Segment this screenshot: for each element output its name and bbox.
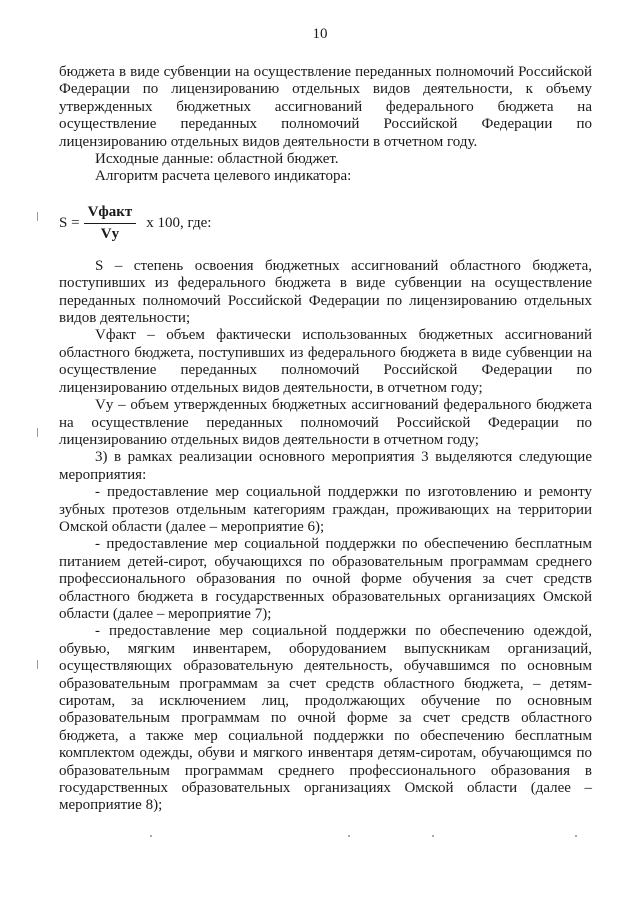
definition-vu: Vу – объем утвержденных бюджетных ассигнований федерального бюджета на осуществление переданных полномочий Российской Федерации по лицензированию отдельных видов деятельности в отчетном году; — [59, 397, 592, 448]
formula-rhs: х 100, где: — [146, 215, 212, 232]
formula — [59, 194, 592, 254]
paragraph-algorithm: Алгоритм расчета целевого индикатора: — [95, 168, 352, 185]
definition-vfakt: Vфакт – объем фактически использованных бюджетных ассигнований областного бюджета, поступивших из федерального бюджета в виде субвенции на осуществление переданных полномочий Российской Федерации по лицензированию отдельных видов деятельности, в отчетном году; — [59, 327, 592, 396]
paragraph-source-data: Исходные данные: областной бюджет. — [95, 151, 339, 168]
definition-s: S – степень освоения бюджетных ассигнований областного бюджета, поступивших из федерального бюджета в виде субвенции на осуществление переданных полномочий Российской Федерации по лицензированию отдельных видов деятельности; — [59, 257, 592, 327]
scan-dot — [432, 835, 434, 837]
scan-dot — [150, 835, 152, 837]
formula-fraction — [84, 204, 137, 244]
list-item-measure-8: - предоставление мер социальной поддержки по обеспечению одеждой, обувью, мягким инвентарем, оборудованием выпускникам организаций, осуществляющих образовательную деятельность, обучавшимся по основным образовательным программам за счет средств областного бюджета, – детям-сиротам, за исключением лиц, продолжающих обучение по основным образовательным программам по очной форме за счет средств областного бюджета, а также мер социальной поддержки по обеспечению бесплатным комплектом одежды, обуви и мягкого инвентаря детям-сиротам, обучающимся по образовательным программам среднего профессионального образования в государственных образовательных организациях Омской области (далее – мероприятие 8); — [59, 623, 592, 814]
document-body — [59, 64, 592, 815]
paragraph-item-3: 3) в рамках реализации основного мероприятия 3 выделяются следующие мероприятия: — [59, 449, 592, 483]
formula-lhs: S = — [59, 215, 80, 232]
paragraph-continuation: бюджета в виде субвенции на осуществление переданных полномочий Российской Федерации по лицензированию отдельных видов деятельности, к объему утвержденных бюджетных ассигнований федерального бюджета на осуществление переданных полномочий Российской Федерации по лицензированию отдельных видов деятельности в отчетном году. — [59, 64, 592, 150]
formula-numerator: Vфакт — [84, 204, 137, 224]
scan-dot — [348, 835, 350, 837]
scan-mark — [37, 212, 38, 221]
scan-dot — [575, 835, 577, 837]
scan-mark — [37, 428, 38, 437]
formula-denominator: Vу — [100, 226, 120, 243]
page-number: 10 — [312, 26, 328, 42]
list-item-measure-6: - предоставление мер социальной поддержки по изготовлению и ремонту зубных протезов отдельным категориям граждан, проживающих на территории Омской области (далее – мероприятие 6); — [59, 484, 592, 535]
scan-mark — [37, 660, 38, 669]
list-item-measure-7: - предоставление мер социальной поддержки по обеспечению бесплатным питанием детей-сирот, обучающихся по образовательным программам среднего профессионального образования по очной форме обучения за счет средств областного бюджета в государственных образовательных организациях Омской области (далее – мероприятие 7); — [59, 536, 592, 622]
